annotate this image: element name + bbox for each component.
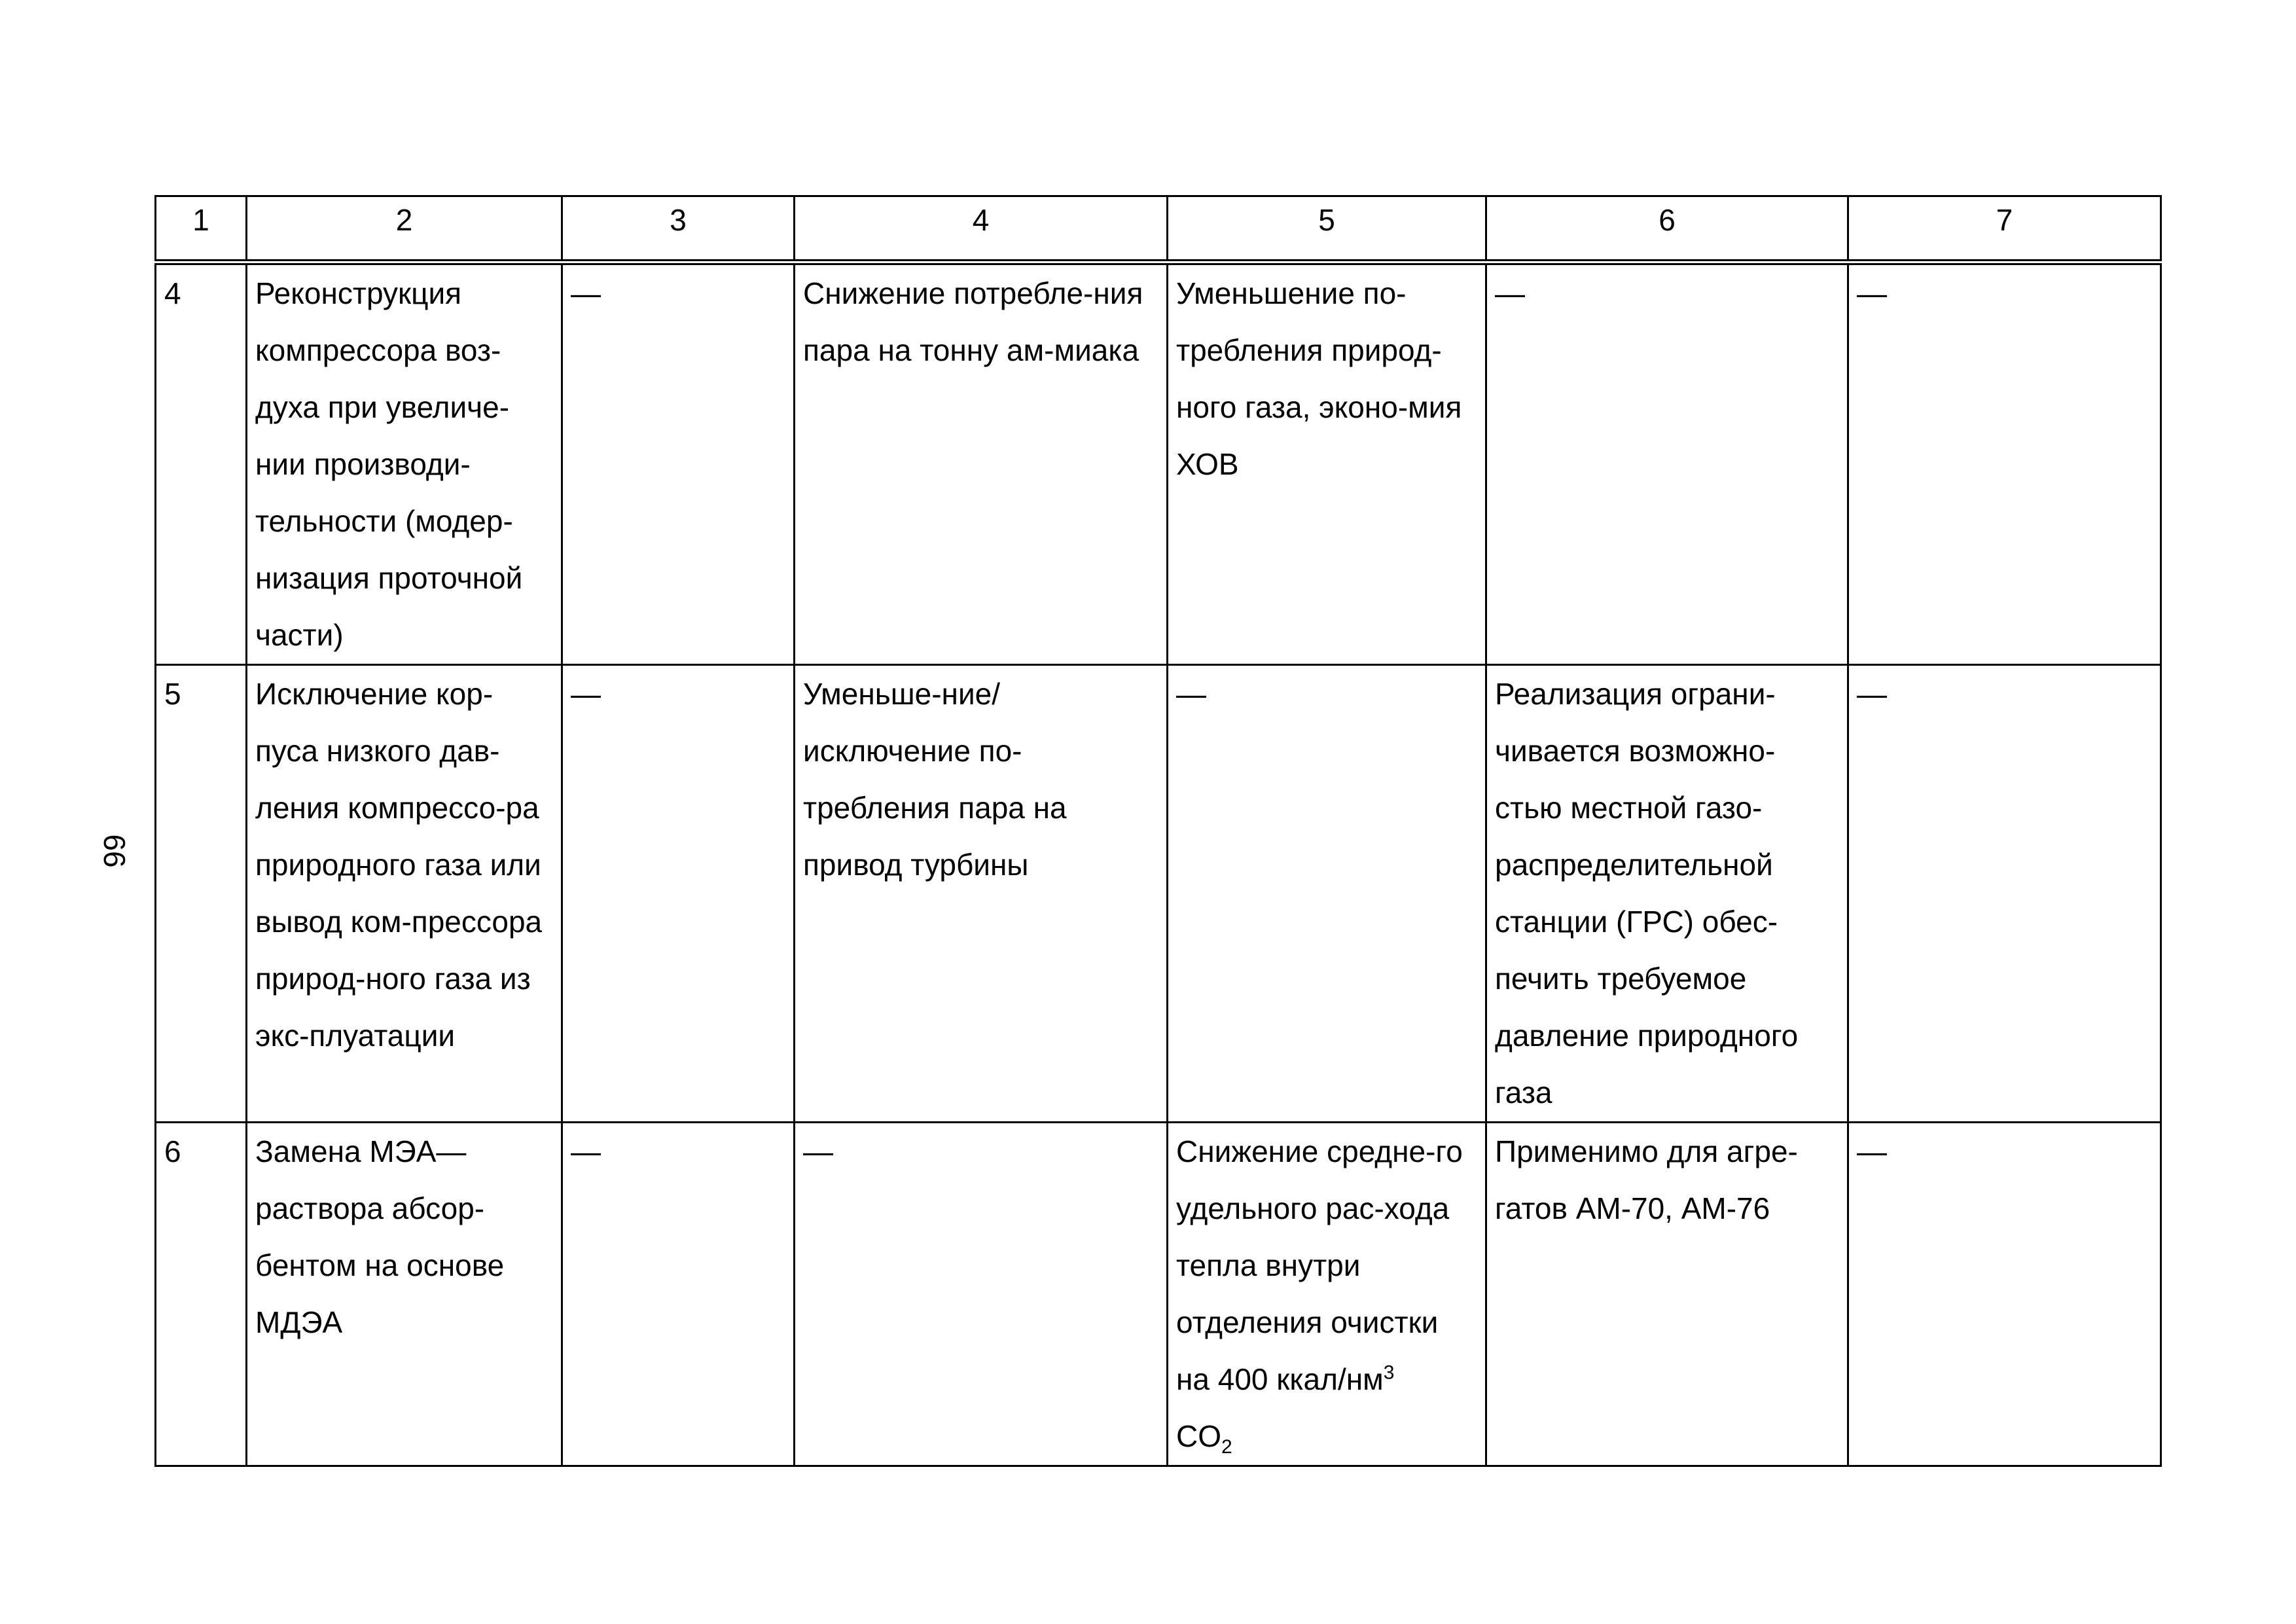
subscript-2: 2 — [1221, 1436, 1232, 1458]
row-number: 5 — [156, 665, 247, 1123]
cell-col-6: — — [1486, 262, 1848, 665]
page-number: 66 — [98, 834, 132, 868]
row-number: 4 — [156, 262, 247, 665]
measures-table — [154, 195, 2162, 1467]
table-row — [156, 262, 2161, 665]
cell-col-6: Применимо для агре-гатов АМ-70, АМ-76 — [1486, 1123, 1848, 1466]
table-row — [156, 665, 2161, 1123]
column-header-3: 3 — [562, 196, 795, 262]
measure-description: Исключение кор-пуса низкого дав-ления компрессо-ра природного газа или вывод ком-прессора природ-ного газа из экс-плуатации — [247, 665, 562, 1123]
cell-col-5: — — [1168, 665, 1486, 1123]
column-header-7: 7 — [1848, 196, 2161, 262]
cell-col-3: — — [562, 665, 795, 1123]
column-header-1: 1 — [156, 196, 247, 262]
table-header-row — [156, 196, 2161, 262]
cell-col-4: Уменьше-ние/исключение по-требления пара на привод турбины — [795, 665, 1168, 1123]
cell-col-4: — — [795, 1123, 1168, 1466]
column-header-4: 4 — [795, 196, 1168, 262]
cell-col-3: — — [562, 1123, 795, 1466]
column-header-5: 5 — [1168, 196, 1486, 262]
table-row — [156, 1123, 2161, 1466]
cell-col-7: — — [1848, 262, 2161, 665]
cell-col-4: Снижение потребле-ния пара на тонну ам-миака — [795, 262, 1168, 665]
cell-col-5-text: Снижение средне-го удельного рас-хода тепла внутри отделения очистки на 400 ккал/нм — [1176, 1134, 1463, 1396]
superscript-3: 3 — [1383, 1362, 1395, 1384]
cell-col-7: — — [1848, 665, 2161, 1123]
cell-col-5 — [1168, 1123, 1486, 1466]
cell-col-7: — — [1848, 1123, 2161, 1466]
measure-description: Реконструкция компрессора воз-духа при увеличе-нии производи-тельности (модер-низация проточной части) — [247, 262, 562, 665]
column-header-6: 6 — [1486, 196, 1848, 262]
column-header-2: 2 — [247, 196, 562, 262]
co2-text: CO — [1176, 1419, 1221, 1453]
measure-description: Замена МЭА—раствора абсор-бентом на основе МДЭА — [247, 1123, 562, 1466]
cell-col-3: — — [562, 262, 795, 665]
cell-col-6: Реализация ограни-чивается возможно-стью местной газо-распределительной станции (ГРС) обес-печить требуемое давление природного газа — [1486, 665, 1848, 1123]
row-number: 6 — [156, 1123, 247, 1466]
cell-col-5: Уменьшение по-требления природ-ного газа, эконо-мия ХОВ — [1168, 262, 1486, 665]
